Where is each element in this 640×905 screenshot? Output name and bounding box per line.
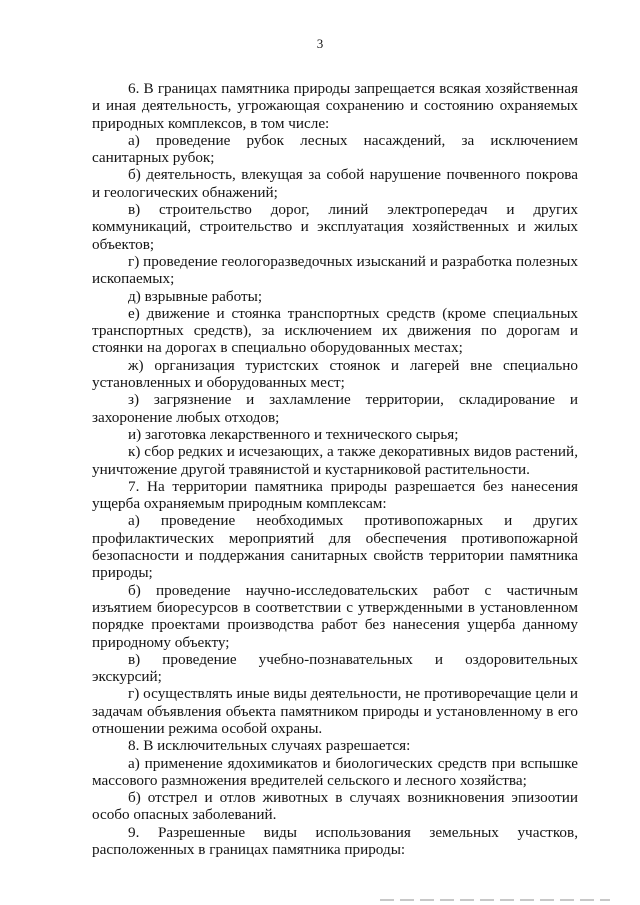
paragraph-7b: б) проведение научно-исследовательских работ с частичным изъятием биоресурсов в соответствии с утвержденными в установленном порядке проектами производства работ без нанесения ущерба данному природному объекту;	[92, 581, 578, 651]
scan-artifact	[380, 899, 610, 901]
paragraph-6zh: ж) организация туристских стоянок и лагерей вне специально установленных и оборудованных мест;	[92, 356, 578, 392]
paragraph-6v: в) строительство дорог, линий электропередач и других коммуникаций, строительство и эксплуатация хозяйственных и жилых объектов;	[92, 201, 578, 253]
paragraph-7a: а) проведение необходимых противопожарных и других профилактических мероприятий для обеспечения противопожарной безопасности и поддержания санитарных свойств территории памятника природы;	[92, 512, 578, 582]
paragraph-6d: д) взрывные работы;	[128, 287, 263, 305]
paragraph-6z: з) загрязнение и захламление территории, складирование и захоронение любых отходов;	[92, 391, 578, 426]
document-body	[92, 80, 578, 858]
paragraph-6g: г) проведение геологоразведочных изысканий и разработка полезных ископаемых;	[92, 252, 578, 288]
paragraph-8b: б) отстрел и отлов животных в случаях возникновения эпизоотии особо опасных заболеваний.	[92, 789, 578, 824]
page-number: 3	[316, 36, 324, 51]
paragraph-6e: е) движение и стоянка транспортных средств (кроме специальных транспортных средств), за исключением их движения по дорогам и стоянки на дорогах в специально оборудованных местах;	[92, 304, 578, 357]
paragraph-8a: а) применение ядохимикатов и биологических средств при вспышке массового размножения вредителей сельского и лесного хозяйства;	[92, 754, 578, 789]
paragraph-9: 9. Разрешенные виды использования земельных участков, расположенных в границах памятника природы:	[92, 823, 578, 859]
paragraph-6a: а) проведение рубок лесных насаждений, за исключением санитарных рубок;	[92, 131, 578, 167]
paragraph-6k: к) сбор редких и исчезающих, а также декоративных видов растений, уничтожение другой травянистой и кустарниковой растительности.	[92, 443, 578, 478]
paragraph-8: 8. В исключительных случаях разрешается:	[128, 737, 411, 755]
paragraph-6i: и) заготовка лекарственного и технического сырья;	[128, 425, 459, 443]
paragraph-7v: в) проведение учебно-познавательных и оздоровительных экскурсий;	[92, 650, 578, 686]
paragraph-7g: г) осуществлять иные виды деятельности, не противоречащие цели и задачам объявления объекта памятником природы и установленному в его отношении режима особой охраны.	[92, 685, 578, 737]
paragraph-6b: б) деятельность, влекущая за собой нарушение почвенного покрова и геологических обнажений;	[92, 166, 578, 201]
paragraph-6: 6. В границах памятника природы запрещается всякая хозяйственная и иная деятельность, угрожающая сохранению и состоянию охраняемых природных комплексов, в том числе:	[92, 80, 578, 132]
paragraph-7: 7. На территории памятника природы разрешается без нанесения ущерба охраняемым природным комплексам:	[92, 477, 578, 513]
